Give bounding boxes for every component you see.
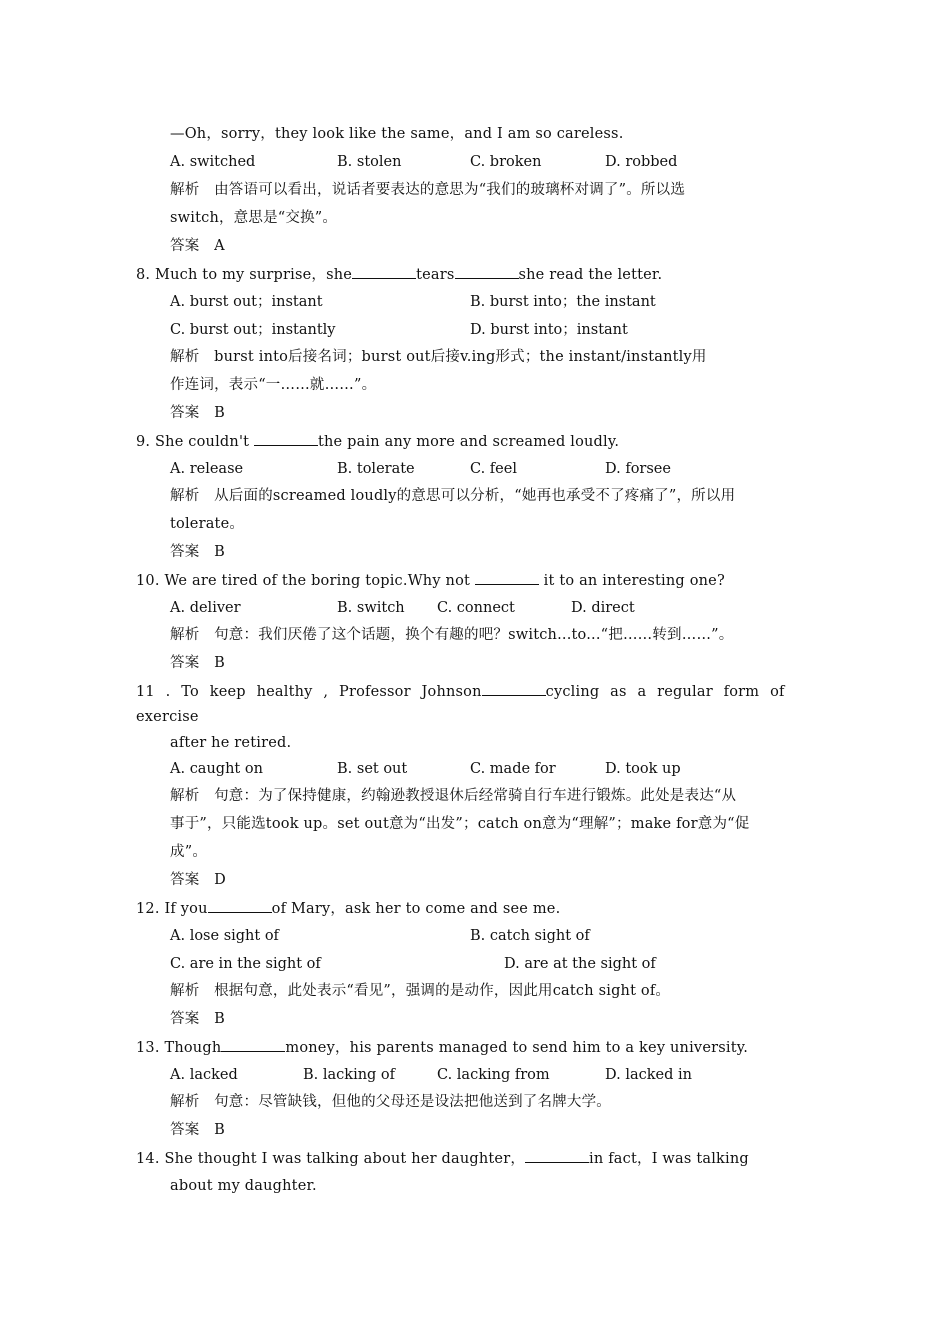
q9-blank [254, 431, 318, 446]
q11-analysis-line-1: 解析 句意：为了保持健康，约翰逊教授退休后经常骑自行车进行锻炼。此处是表达“从 [170, 788, 737, 804]
q8-option-c: C. burst out；instantly [170, 322, 336, 338]
q9-stem [136, 431, 619, 452]
q11-option-c: C. made for [470, 761, 556, 777]
q10-analysis-line-1: 解析 句意：我们厌倦了这个话题，换个有趣的吧？switch...to...“把……转到……”。 [170, 627, 734, 643]
q8-answer: 答案 B [170, 405, 225, 421]
q10-option-c: C. connect [437, 600, 515, 616]
q11-blank [482, 681, 546, 696]
q7-option-b: B. stolen [337, 154, 402, 170]
q13-option-a: A. lacked [170, 1067, 238, 1083]
q9-stem-part-1: 9. She couldn't [136, 434, 254, 450]
q10-blank [475, 570, 539, 585]
q12-analysis-line-1: 解析 根据句意，此处表示“看见”，强调的是动作，因此用catch sight of。 [170, 983, 671, 999]
q10-stem [136, 570, 725, 591]
q11-stem-part-2: cycling as a regular form of [545, 684, 785, 700]
q11-analysis-line-2: 事于”，只能选took up。set out意为“出发”；catch on意为“理解”；make for意为“促 [170, 816, 750, 832]
q13-stem-part-1: 13. Though [136, 1040, 222, 1056]
q8-stem [136, 264, 662, 285]
q11-option-b: B. set out [337, 761, 408, 777]
q8-option-d: D. burst into；instant [470, 322, 628, 338]
q13-blank [221, 1037, 285, 1052]
q10-stem-part-2: it to an interesting one? [538, 573, 725, 589]
q11-stem-continued-2: after he retired. [170, 735, 292, 751]
q14-stem [136, 1148, 749, 1169]
q11-option-d: D. took up [605, 761, 681, 777]
q7-response: —Oh，sorry，they look like the same，and I am so careless. [170, 126, 624, 142]
q14-stem-part-2: in fact，I was talking [589, 1151, 749, 1167]
q12-blank [208, 898, 272, 913]
q8-analysis-line-2: 作连词，表示“一……就……”。 [170, 377, 377, 393]
q10-option-b: B. switch [337, 600, 405, 616]
q13-answer: 答案 B [170, 1122, 225, 1138]
q9-answer: 答案 B [170, 544, 225, 560]
q8-stem-part-1: 8. Much to my surprise，she [136, 267, 353, 283]
q9-option-d: D. forsee [605, 461, 671, 477]
q12-stem-part-2: of Mary，ask her to come and see me. [271, 901, 561, 917]
q12-option-b: B. catch sight of [470, 928, 590, 944]
q7-analysis-line-1: 解析 由答语可以看出，说话者要表达的意思为“我们的玻璃杯对调了”。所以选 [170, 182, 686, 198]
q13-analysis-line-1: 解析 句意：尽管缺钱，但他的父母还是设法把他送到了名牌大学。 [170, 1094, 611, 1110]
q9-option-c: C. feel [470, 461, 517, 477]
q9-analysis-line-2: tolerate。 [170, 516, 245, 532]
q13-option-b: B. lacking of [303, 1067, 396, 1083]
q10-option-d: D. direct [571, 600, 635, 616]
q14-blank [525, 1148, 589, 1163]
q10-option-a: A. deliver [170, 600, 241, 616]
q7-analysis-line-2: switch，意思是“交换”。 [170, 210, 338, 226]
q7-answer: 答案 A [170, 238, 225, 254]
q8-analysis-line-1: 解析 burst into后接名词；burst out后接v.ing形式；the instant/instantly用 [170, 349, 707, 365]
q8-stem-part-3: she read the letter. [518, 267, 663, 283]
q11-stem-continued: exercise [136, 709, 199, 725]
q10-stem-part-1: 10. We are tired of the boring topic.Why not [136, 573, 475, 589]
q11-option-a: A. caught on [170, 761, 263, 777]
q8-stem-part-2: tears [416, 267, 455, 283]
q9-option-a: A. release [170, 461, 244, 477]
q13-option-d: D. lacked in [605, 1067, 692, 1083]
q12-option-a: A. lose sight of [170, 928, 279, 944]
q13-option-c: C. lacking from [437, 1067, 550, 1083]
q12-stem-part-1: 12. If you [136, 901, 208, 917]
q11-stem [136, 681, 785, 702]
q7-option-a: A. switched [170, 154, 256, 170]
q14-stem-continued: about my daughter. [170, 1178, 317, 1194]
q8-blank-1 [352, 264, 416, 279]
q9-analysis-line-1: 解析 从后面的screamed loudly的意思可以分析，“她再也承受不了疼痛了”，所以用 [170, 488, 736, 504]
q13-stem [136, 1037, 748, 1058]
q12-answer: 答案 B [170, 1011, 225, 1027]
q7-option-d: D. robbed [605, 154, 678, 170]
q11-answer: 答案 D [170, 872, 226, 888]
q7-option-c: C. broken [470, 154, 542, 170]
q9-option-b: B. tolerate [337, 461, 415, 477]
q13-stem-part-2: money，his parents managed to send him to a key university. [285, 1040, 749, 1056]
q10-answer: 答案 B [170, 655, 225, 671]
q11-stem-part-1: 11 . To keep healthy , Professor Johnson [136, 684, 482, 700]
q11-analysis-line-3: 成”。 [170, 844, 208, 860]
q8-option-a: A. burst out；instant [170, 294, 323, 310]
q8-blank-2 [455, 264, 519, 279]
q12-option-d: D. are at the sight of [504, 956, 656, 972]
q12-stem [136, 898, 560, 919]
q14-stem-part-1: 14. She thought I was talking about her daughter， [136, 1151, 526, 1167]
q9-stem-part-2: the pain any more and screamed loudly. [317, 434, 620, 450]
q12-option-c: C. are in the sight of [170, 956, 321, 972]
q8-option-b: B. burst into；the instant [470, 294, 656, 310]
